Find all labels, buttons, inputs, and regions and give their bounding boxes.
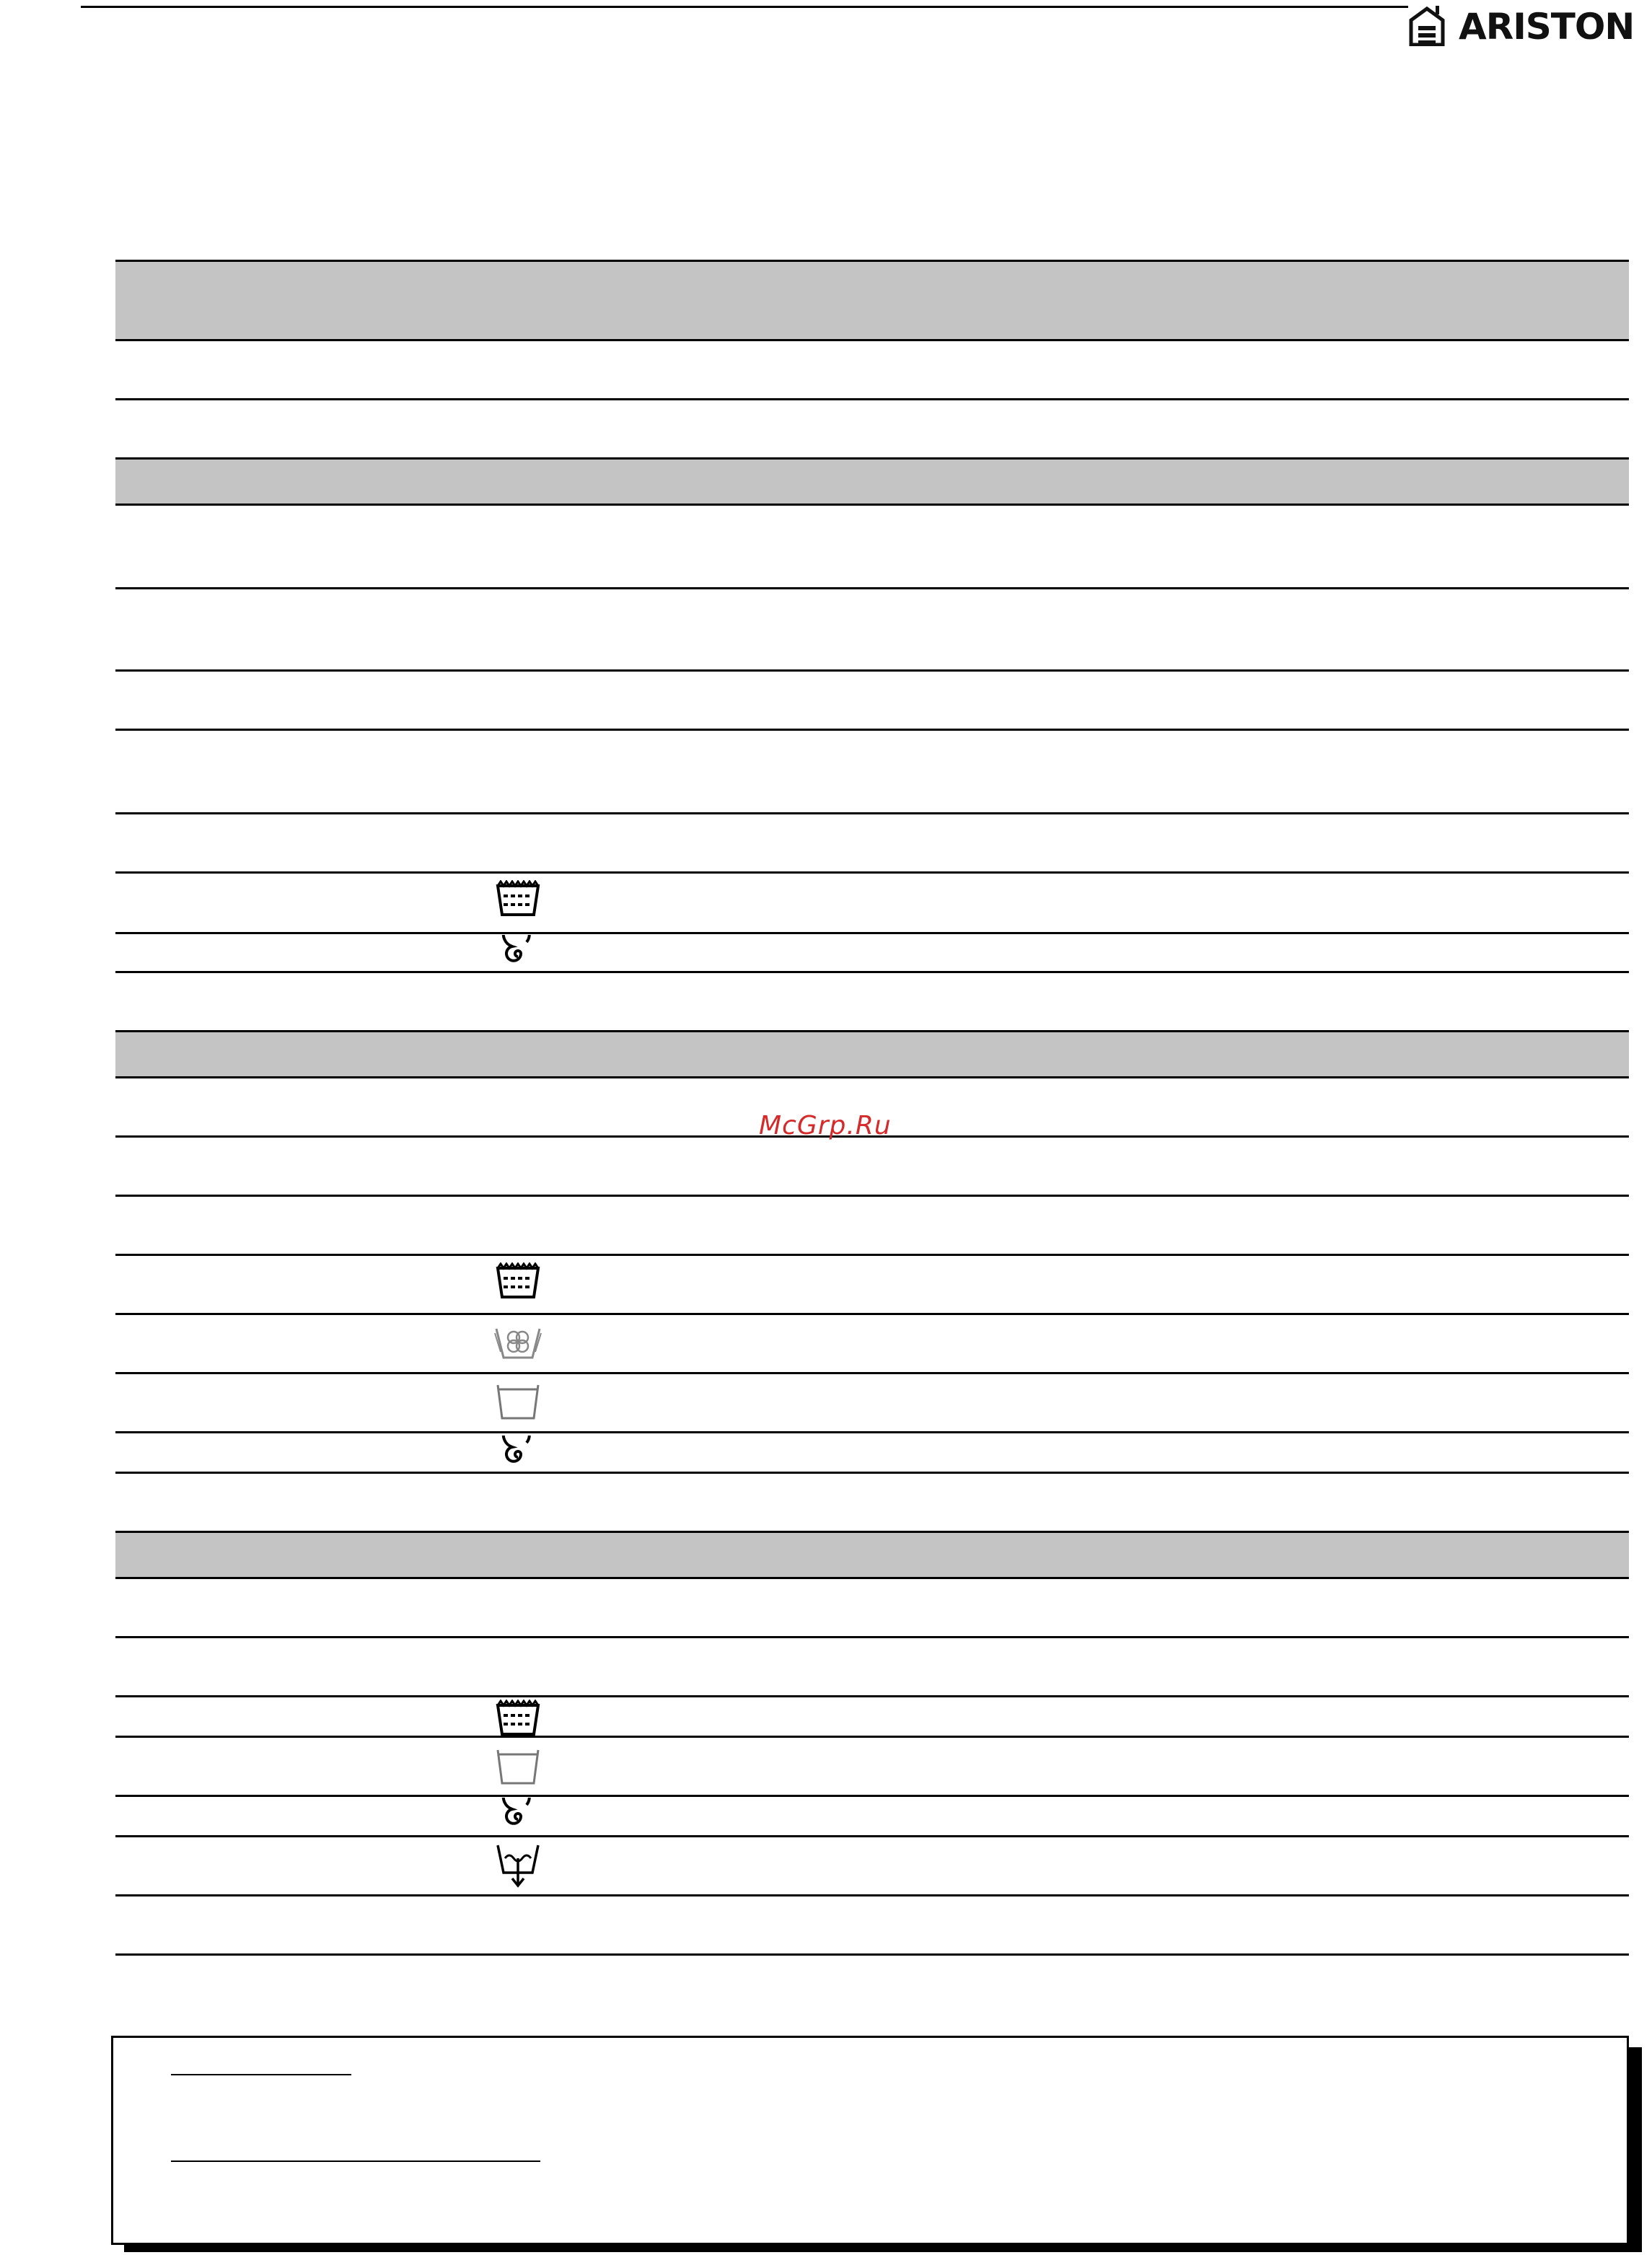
rule xyxy=(115,398,1629,400)
rule xyxy=(115,932,1629,934)
spin-spiral-icon xyxy=(491,1436,545,1476)
drain-icon xyxy=(491,1841,545,1889)
rule xyxy=(115,1577,1629,1579)
rule xyxy=(115,1076,1629,1078)
rule xyxy=(115,729,1629,731)
rule xyxy=(115,504,1629,506)
rule xyxy=(115,1030,1629,1032)
note-underline xyxy=(171,2161,540,2162)
rule xyxy=(115,457,1629,460)
rule xyxy=(115,1195,1629,1197)
rule xyxy=(115,1254,1629,1256)
rule xyxy=(115,669,1629,672)
rule xyxy=(115,260,1629,262)
spin-spiral-icon xyxy=(491,935,545,975)
section-1-band xyxy=(115,459,1629,505)
watermark: McGrp.Ru xyxy=(759,1111,892,1140)
ariston-logo xyxy=(1408,1,1651,49)
rule xyxy=(115,1795,1629,1797)
delicate-wash-icon xyxy=(491,1323,545,1363)
rule xyxy=(115,1894,1629,1896)
header-band xyxy=(115,261,1629,340)
rule xyxy=(115,1431,1629,1433)
rule xyxy=(115,1472,1629,1474)
rule xyxy=(115,1313,1629,1315)
logo-wordmark: ARISTON xyxy=(1459,6,1635,48)
spin-spiral-icon xyxy=(491,1798,545,1838)
rule xyxy=(115,1736,1629,1738)
house-logo-icon xyxy=(1408,4,1451,46)
rule xyxy=(115,1531,1629,1533)
rinse-tub-icon xyxy=(491,1746,545,1786)
top-rule xyxy=(81,6,1408,8)
wash-tub-icon xyxy=(491,1262,545,1303)
rule xyxy=(115,1953,1629,1956)
rule xyxy=(115,871,1629,874)
rule xyxy=(115,1695,1629,1697)
rule xyxy=(115,971,1629,973)
rule xyxy=(115,1835,1629,1837)
rule xyxy=(115,812,1629,814)
section-3-band xyxy=(115,1532,1629,1578)
rule xyxy=(115,587,1629,589)
section-2-band xyxy=(115,1032,1629,1078)
rule xyxy=(115,1636,1629,1638)
wash-tub-icon xyxy=(491,1700,545,1740)
rule xyxy=(115,1372,1629,1374)
note-box xyxy=(111,2036,1629,2245)
wash-tub-icon xyxy=(491,880,545,920)
note-underline xyxy=(171,2074,351,2075)
rinse-tub-icon xyxy=(491,1381,545,1421)
rule xyxy=(115,339,1629,341)
